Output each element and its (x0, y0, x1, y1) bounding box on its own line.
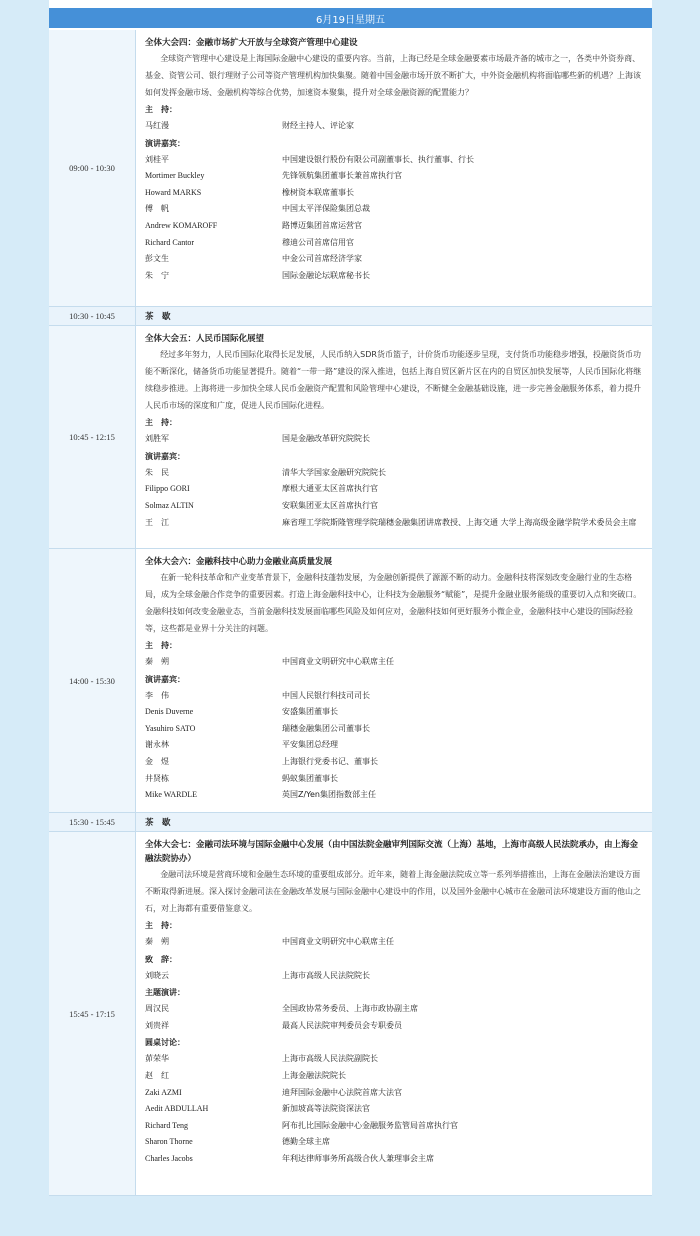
participant-name: 李 伟 (145, 690, 169, 700)
participant-title: 先锋领航集团董事长兼首席执行官 (282, 171, 402, 181)
participant-row (145, 152, 644, 169)
participant-name: Mike WARDLE (145, 790, 198, 800)
participant-title: 麻省理工学院斯隆管理学院瑞穗金融集团讲席教授、上海交通 大学上海高级金融学院学术委员会主席 (282, 518, 637, 528)
participant-row (145, 1018, 644, 1035)
participant-title: 上海银行党委书记、董事长 (282, 756, 378, 766)
participant-row (145, 201, 644, 218)
participant-name: Howard MARKS (145, 187, 202, 197)
participant-row (145, 787, 644, 804)
participant-title: 英国Z/Yen集团指数部主任 (282, 790, 376, 800)
session-description: 在新一轮科技革命和产业变革背景下，金融科技蓬勃发展，为金融创新提供了源源不断的动力。金融科技将深刻改变金融行业的生态格局，成为全球金融合作竞争的重要因素。打造上海金融科技中心，让科技为金融服务“赋能”，是提升金融业服务能级的重要切入点和突破口。金融科技如何改变金融业态，当前金融科技发展面临哪些风险及如何应对，金融科技如何更好服务小微企业，金融科技中心建设的国际经验等，这些都是业界十分关注的问题。 (145, 573, 642, 633)
participant-row (145, 654, 644, 671)
participant-name: Richard Cantor (145, 237, 195, 247)
session-row (49, 549, 652, 813)
participant-name: Charles Jacobs (145, 1153, 193, 1163)
session-description: 金融司法环境是营商环境和金融生态环境的重要组成部分。近年来，随着上海金融法院成立等一系列举措推出，上海在金融法治建设方面不断取得新进展。深入探讨金融司法在金融改革发展与国际金融中心建设中的作用，以及国外金融中心城市在金融司法环境建设方面的他山之石，对上海都有重要借鉴意义。 (145, 870, 641, 913)
participant-row (145, 268, 644, 285)
session-content (145, 555, 644, 804)
participant-name: 刘胜军 (145, 434, 169, 443)
participant-row (145, 1001, 644, 1018)
participant-title: 上海金融法院院长 (282, 1070, 346, 1080)
participant-row (145, 168, 644, 185)
participant-title: 穆迪公司首席信用官 (282, 237, 354, 247)
role-group-label: 演讲嘉宾： (145, 451, 185, 461)
participant-title: 国际金融论坛联席秘书长 (282, 270, 370, 280)
role-group-label: 致 辞： (145, 954, 177, 964)
session-title: 全体大会四：金融市场扩大开放与全球资产管理中心建设 (145, 38, 358, 48)
participant-name: 秦 朔 (145, 657, 169, 666)
participant-name: Filippo GORI (145, 484, 190, 494)
participant-title: 平安集团总经理 (282, 740, 338, 750)
session-row (49, 326, 652, 549)
participant-name: 刘晓云 (145, 970, 169, 980)
participant-title: 德勤全球主席 (282, 1137, 330, 1147)
participant-row (145, 1051, 644, 1068)
participant-name: 井贤栋 (145, 773, 169, 783)
session-title: 全体大会七：金融司法环境与国际金融中心发展（由中国法院金融审判国际交流（上海）基地，上海市高级人民法院承办，由上海金融法院协办） (145, 840, 639, 864)
session-content (145, 838, 644, 1168)
session-description: 全球资产管理中心建设是上海国际金融中心建设的重要内容。当前，上海已经是全球金融要素市场最齐备的城市之一，各类中外资券商、基金、资管公司、银行理财子公司等资产管理机构加快集聚。随着中国金融市场开放不断扩大，中外资金融机构将面临哪些新的机遇？上海该如何发挥金融市场、金融机构等综合优势，加速资本聚集，提升对全球金融资源的配置能力？ (145, 54, 641, 97)
participant-row (145, 251, 644, 268)
participant-title: 最高人民法院审判委员会专职委员 (282, 1020, 402, 1030)
session-description: 经过多年努力，人民币国际化取得长足发展，人民币纳入SDR货币篮子，计价货币功能逐步呈现，支付货币功能稳步增强，投融资货币功能不断深化，储备货币功能显著提升。随着“一带一路”建设的深入推进，包括上海自贸区新片区在内的自贸区加快发展等，人民币国际化将继续稳步推进。上海将进一步加快全球人民币金融资产配置和风险管理中心建设，不断健全金融基础设施，进一步完善金融服务体系，着力提升人民币市场的深度和广度，促进人民币国际化进程。 (145, 350, 642, 410)
participant-row (145, 498, 644, 515)
participant-title: 上海市高级人民法院院长 (282, 970, 370, 980)
session-time: 15:30 - 15:45 (49, 813, 136, 831)
break-label: 茶 歇 (136, 813, 652, 831)
break-row (49, 307, 652, 326)
session-content (145, 332, 644, 532)
participant-title: 迪拜国际金融中心法院首席大法官 (282, 1087, 402, 1097)
role-group-label: 演讲嘉宾： (145, 674, 185, 684)
participant-title: 摩根大通亚太区首席执行官 (282, 484, 378, 494)
role-group-label: 主题演讲： (145, 988, 185, 998)
role-group-label: 主 持： (145, 921, 177, 930)
role-group-label: 圆桌讨论： (145, 1038, 185, 1048)
role-group-label: 主 持： (145, 105, 177, 114)
participant-title: 中国太平洋保险集团总裁 (282, 204, 370, 214)
session-title: 全体大会五：人民币国际化展望 (145, 334, 265, 344)
participant-title: 橡树资本联席董事长 (282, 187, 354, 197)
participant-name: 周汉民 (145, 1004, 169, 1014)
participant-name: 茆荣华 (145, 1054, 169, 1064)
participant-title: 蚂蚁集团董事长 (282, 773, 338, 783)
participant-title: 全国政协常务委员、上海市政协副主席 (282, 1004, 418, 1014)
session-time: 14:00 - 15:30 (49, 549, 136, 812)
session-time: 10:45 - 12:15 (49, 326, 136, 548)
participant-row (145, 465, 644, 482)
participant-row (145, 688, 644, 705)
participant-name: Denis Duverne (145, 707, 194, 717)
participant-row (145, 771, 644, 788)
participant-row (145, 431, 644, 448)
session-row (49, 832, 652, 1196)
participant-title: 清华大学国家金融研究院院长 (282, 467, 386, 477)
date-header: 6月19日星期五 (49, 8, 652, 28)
participant-name: 傅 帆 (145, 204, 169, 214)
participant-row (145, 235, 644, 252)
participant-name: 秦 朔 (145, 937, 169, 946)
participant-row (145, 1101, 644, 1118)
session-time: 09:00 - 10:30 (49, 30, 136, 306)
participant-name: Mortimer Buckley (145, 171, 205, 181)
participant-title: 中国人民银行科技司司长 (282, 690, 370, 700)
participant-title: 上海市高级人民法院副院长 (282, 1054, 378, 1064)
session-time: 15:45 - 17:15 (49, 832, 136, 1195)
participant-title: 年利达律师事务所高级合伙人兼理事会主席 (282, 1153, 434, 1163)
participant-name: Aedit ABDULLAH (145, 1104, 209, 1114)
participant-name: 朱 民 (145, 467, 169, 477)
participant-row (145, 185, 644, 202)
participant-title: 安盛集团董事长 (282, 707, 338, 717)
session-time: 10:30 - 10:45 (49, 307, 136, 325)
participant-row (145, 934, 644, 951)
participant-title: 中国商业文明研究中心联席主任 (282, 937, 394, 946)
participant-title: 中金公司首席经济学家 (282, 254, 362, 264)
participant-name: Solmaz ALTIN (145, 500, 194, 510)
participant-row (145, 704, 644, 721)
participant-name: 马红漫 (145, 121, 169, 130)
participant-title: 安联集团亚太区首席执行官 (282, 500, 378, 510)
participant-row (145, 1118, 644, 1135)
participant-name: 赵 红 (145, 1070, 169, 1080)
participant-row (145, 737, 644, 754)
participant-title: 中国建设银行股份有限公司副董事长、执行董事、行长 (282, 154, 474, 164)
participant-title: 国是金融改革研究院院长 (282, 434, 370, 443)
break-label: 茶 歇 (136, 307, 652, 325)
participant-name: 彭文生 (145, 254, 169, 264)
participant-row (145, 1068, 644, 1085)
participant-row (145, 1151, 644, 1168)
participant-row (145, 118, 644, 135)
participant-name: 刘贵祥 (145, 1020, 169, 1030)
participant-row (145, 481, 644, 498)
participant-row (145, 1085, 644, 1102)
break-row (49, 813, 652, 832)
role-group-label: 演讲嘉宾： (145, 138, 185, 148)
session-content (145, 36, 644, 284)
role-group-label: 主 持： (145, 418, 177, 427)
participant-name: 刘桂平 (145, 154, 169, 164)
participant-name: Andrew KOMAROFF (145, 220, 218, 230)
participant-title: 瑞穗金融集团公司董事长 (282, 723, 370, 733)
participant-name: Zaki AZMI (145, 1087, 182, 1097)
participant-name: Yasuhiro SATO (145, 723, 196, 733)
role-group-label: 主 持： (145, 641, 177, 650)
participant-row (145, 968, 644, 985)
participant-name: Sharon Thorne (145, 1137, 193, 1147)
participant-title: 阿布扎比国际金融中心金融服务监管局首席执行官 (282, 1120, 458, 1130)
participant-row (145, 1134, 644, 1151)
session-row (49, 30, 652, 307)
participant-name: 金 煜 (145, 756, 169, 766)
participant-name: 谢永林 (145, 740, 169, 750)
participant-row (145, 218, 644, 235)
participant-title: 路博迈集团首席运营官 (282, 220, 362, 230)
participant-row (145, 754, 644, 771)
participant-title: 中国商业文明研究中心联席主任 (282, 657, 394, 666)
participant-name: 朱 宁 (145, 270, 169, 280)
participant-name: 王 江 (145, 518, 169, 528)
participant-row (145, 514, 644, 532)
participant-title: 新加坡高等法院资深法官 (282, 1104, 370, 1114)
participant-row (145, 721, 644, 738)
participant-title: 财经主持人、评论家 (282, 121, 354, 130)
session-title: 全体大会六：金融科技中心助力金融业高质量发展 (145, 557, 333, 567)
participant-name: Richard Teng (145, 1120, 189, 1130)
